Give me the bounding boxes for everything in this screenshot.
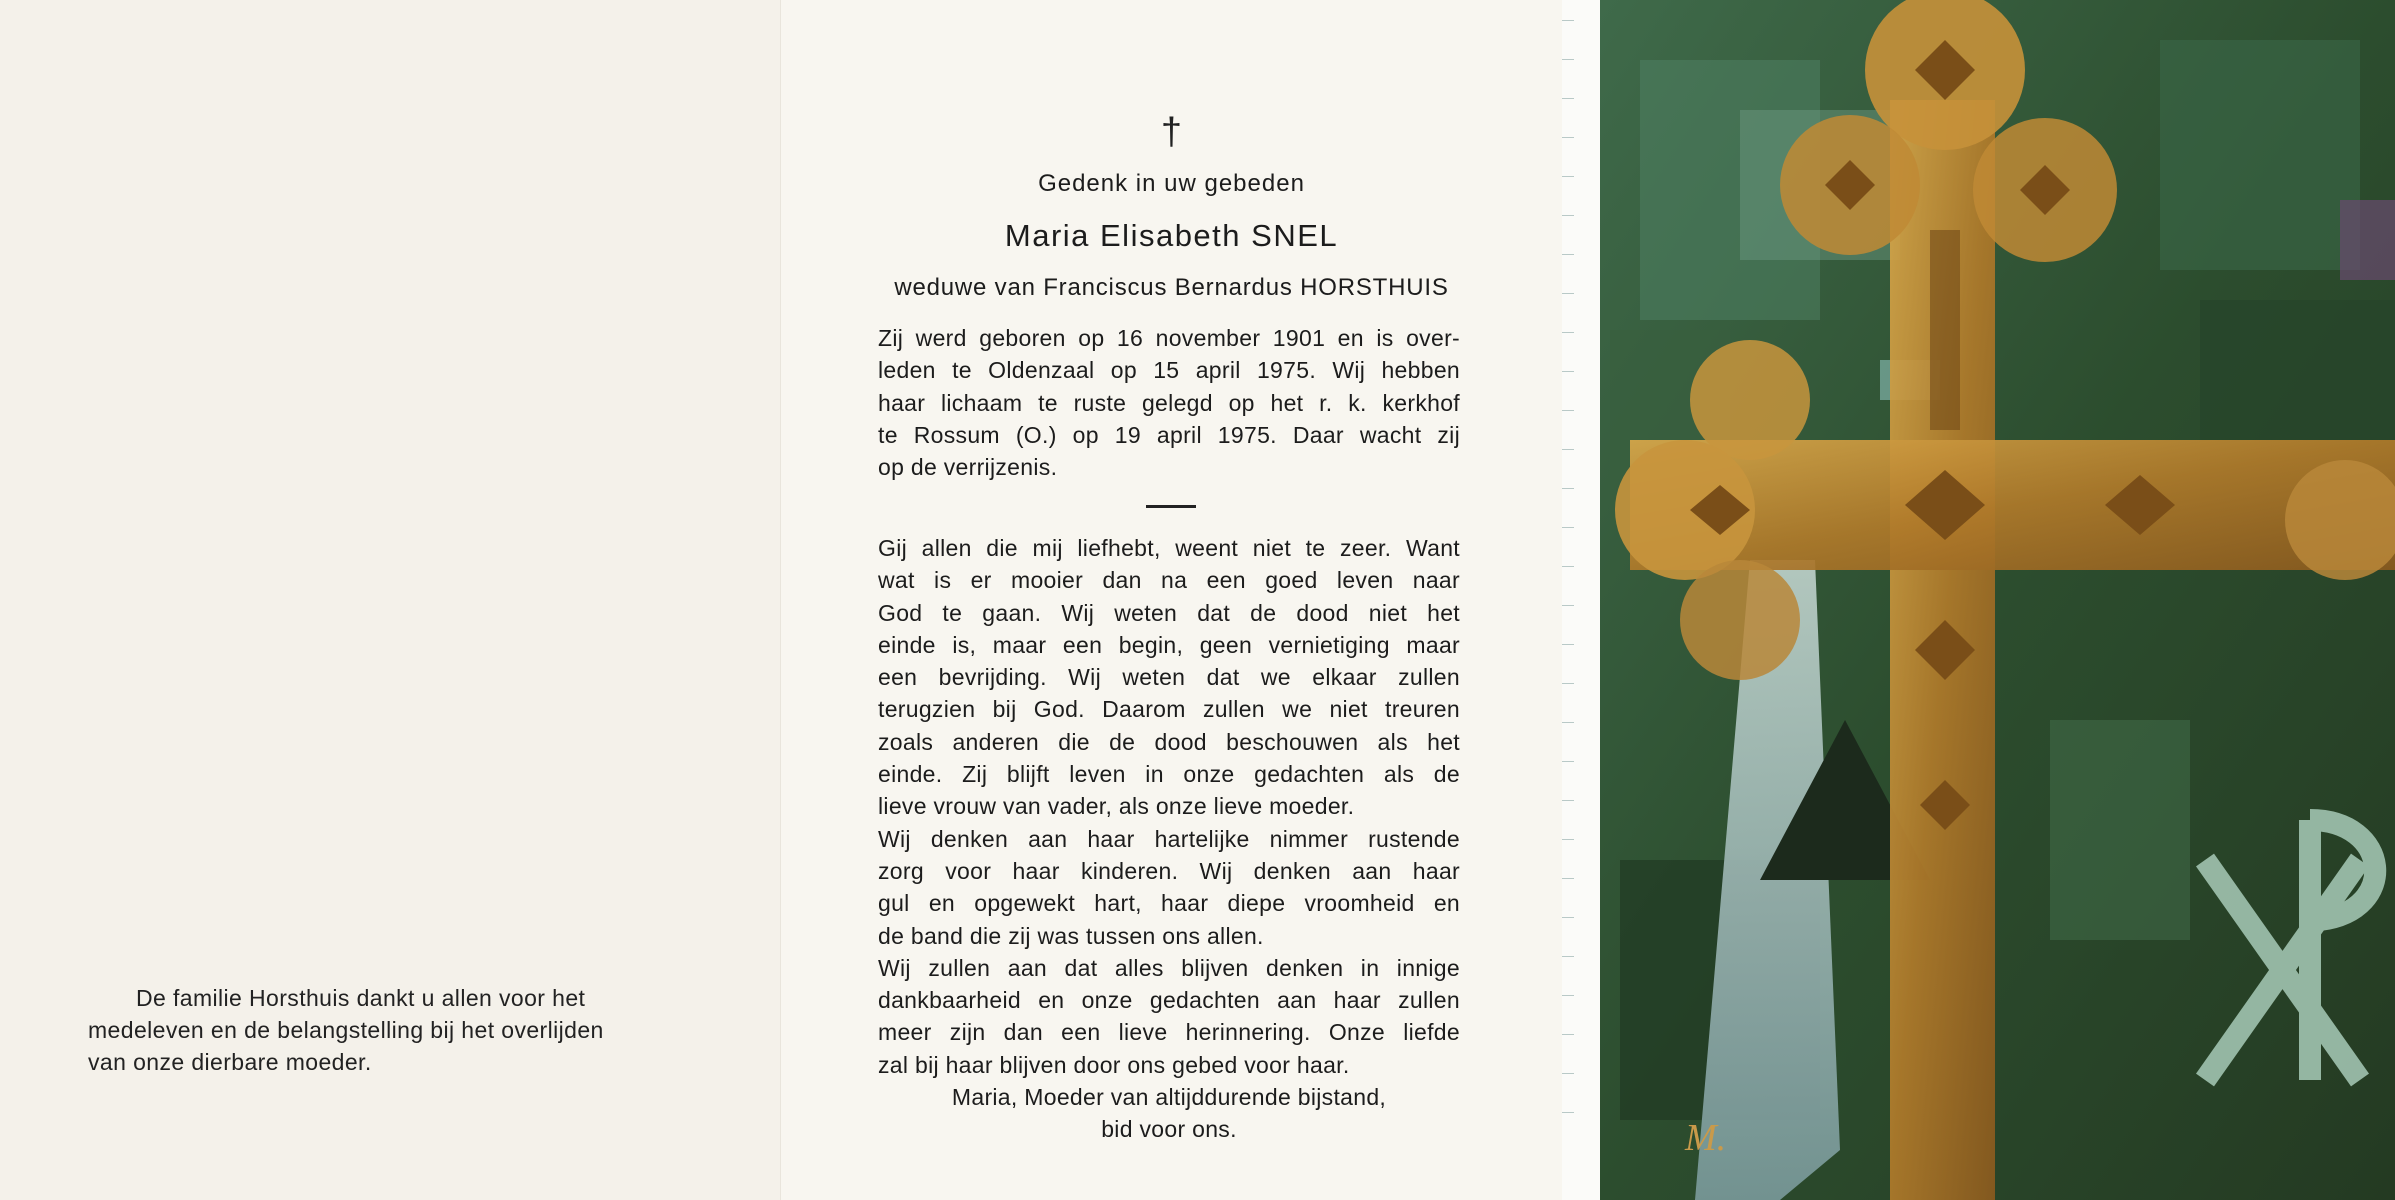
bio-line: Zij werd geboren op 16 november 1901 en is over- bbox=[878, 325, 1460, 351]
biography-paragraph bbox=[878, 322, 1460, 483]
divider bbox=[1146, 505, 1196, 508]
bio-line: te Rossum (O.) op 19 april 1975. Daar wacht zij bbox=[878, 421, 1460, 448]
poem-line: de band die zij was tussen ons allen. bbox=[878, 922, 1264, 949]
poem-line: gul en opgewekt hart, haar diepe vroomheid en bbox=[878, 890, 1460, 917]
crucifix-painting bbox=[1600, 0, 2395, 1200]
deceased-name: Maria Elisabeth SNEL bbox=[1004, 218, 1339, 253]
bio-line: op de verrijzenis. bbox=[878, 454, 1058, 481]
cover-artwork bbox=[1600, 0, 2395, 1200]
poem-paragraph bbox=[878, 532, 1460, 1146]
poem-line: terugzien bij God. Daarom zullen we niet treuren bbox=[878, 696, 1460, 723]
poem-line: einde is, maar een begin, geen vernietiging maar bbox=[878, 631, 1460, 658]
poem-line: bid voor ons. bbox=[1101, 1116, 1237, 1143]
thanks-line: van onze dierbare moeder. bbox=[88, 1049, 372, 1075]
bio-line: haar lichaam te ruste gelegd op het r. k. kerkhof bbox=[878, 389, 1460, 416]
mosaic-block bbox=[2340, 200, 2395, 280]
cross-icon: † bbox=[1160, 111, 1183, 153]
poem-line: Wij zullen aan dat alles blijven denken in innige bbox=[878, 954, 1460, 981]
inner-left-page bbox=[0, 0, 780, 1200]
poem-line: Gij allen die mij liefhebt, weent niet te zeer. Want bbox=[878, 535, 1460, 561]
poem-line: lieve vrouw van vader, als onze lieve moeder. bbox=[878, 793, 1355, 820]
poem-line: zal bij haar blijven door ons gebed voor haar. bbox=[878, 1051, 1350, 1078]
poem-line: Maria, Moeder van altijddurende bijstand, bbox=[951, 1084, 1387, 1111]
poem-line: Wij denken aan haar hartelijke nimmer rustende bbox=[878, 825, 1460, 852]
memorial-text-page bbox=[780, 0, 1562, 1200]
poem-line: dankbaarheid en onze gedachten aan haar zullen bbox=[878, 987, 1460, 1014]
thanks-message bbox=[88, 982, 678, 1078]
mosaic-block bbox=[2160, 40, 2360, 270]
bio-line: leden te Oldenzaal op 15 april 1975. Wij hebben bbox=[878, 357, 1460, 384]
poem-line: zorg voor haar kinderen. Wij denken aan haar bbox=[878, 857, 1460, 884]
thanks-line: De familie Horsthuis dankt u allen voor het bbox=[136, 985, 586, 1011]
widow-line: weduwe van Franciscus Bernardus HORSTHUIS bbox=[894, 274, 1449, 301]
poem-line: meer zijn dan een lieve herinnering. Onze liefde bbox=[878, 1019, 1460, 1046]
scan-margin-ticks bbox=[1562, 20, 1576, 1180]
poem-line: God te gaan. Wij weten dat de dood niet het bbox=[878, 599, 1460, 626]
poem-line: een bevrijding. Wij weten dat we elkaar zullen bbox=[878, 664, 1460, 691]
poem-line: zoals anderen die de dood beschouwen als het bbox=[878, 728, 1460, 755]
poem-line: wat is er mooier dan na een goed leven naar bbox=[878, 567, 1460, 594]
pray-heading: Gedenk in uw gebeden bbox=[1038, 170, 1305, 197]
poem-line: einde. Zij blijft leven in onze gedachten als de bbox=[878, 761, 1460, 788]
artist-signature: M. bbox=[1685, 1117, 1727, 1159]
mosaic-block bbox=[2050, 720, 2190, 940]
chi-rho-label: XP bbox=[2240, 1080, 2242, 1081]
thanks-line: medeleven en de belangstelling bij het overlijden bbox=[88, 1017, 604, 1043]
